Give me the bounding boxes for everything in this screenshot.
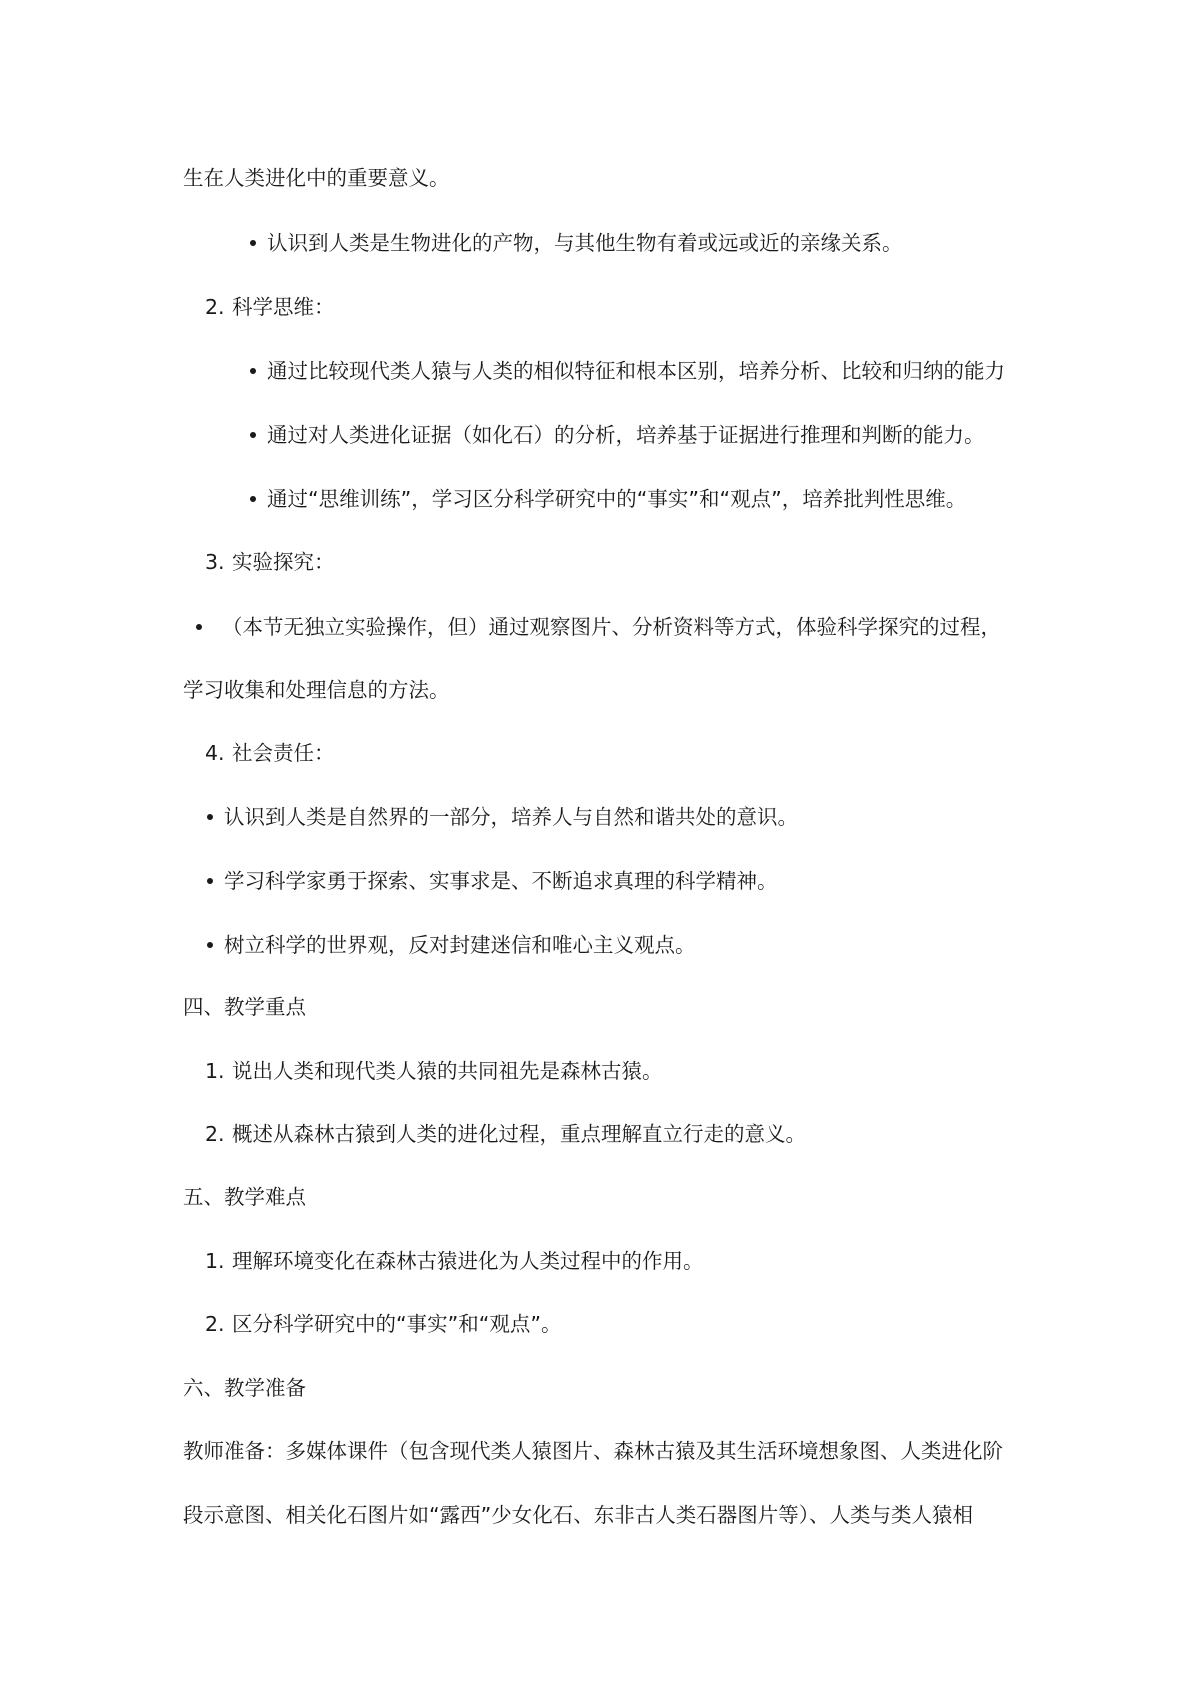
heading-key-points: 四、教学重点 <box>183 995 306 1019</box>
heading-preparation: 六、教学准备 <box>183 1376 306 1400</box>
key-point-number: 1. <box>205 1059 225 1083</box>
difficulty-number: 2. <box>205 1312 225 1336</box>
section2-item-3: 通过“思维训练”，学习区分科学研究中的“事实”和“观点”，培养批判性思维。 <box>267 487 967 511</box>
difficulty-text: 理解环境变化在森林古猿进化为人类过程中的作用。 <box>232 1249 704 1273</box>
bullet-icon <box>207 814 213 820</box>
section4-item-3: 树立科学的世界观，反对封建迷信和唯心主义观点。 <box>224 933 696 957</box>
section4-number: 4. <box>205 741 225 765</box>
key-point-text: 说出人类和现代类人猿的共同祖先是森林古猿。 <box>232 1059 663 1083</box>
intro-bullet-text: 认识到人类是生物进化的产物，与其他生物有着或远或近的亲缘关系。 <box>267 231 903 255</box>
bullet-icon <box>250 368 256 374</box>
section4-item-2: 学习科学家勇于探索、实事求是、不断追求真理的科学精神。 <box>224 869 778 893</box>
section2-number: 2. <box>205 295 225 319</box>
section3-number: 3. <box>205 550 225 574</box>
section2-item-1: 通过比较现代类人猿与人类的相似特征和根本区别，培养分析、比较和归纳的能力 <box>267 359 1005 383</box>
difficulty-number: 1. <box>205 1249 225 1273</box>
section4-item-1: 认识到人类是自然界的一部分，培养人与自然和谐共处的意识。 <box>224 805 798 829</box>
preparation-line-1: 教师准备：多媒体课件（包含现代类人猿图片、森林古猿及其生活环境想象图、人类进化阶 <box>183 1439 1003 1463</box>
bullet-icon <box>250 432 256 438</box>
key-point-number: 2. <box>205 1122 225 1146</box>
bullet-icon <box>196 624 202 630</box>
heading-difficulties: 五、教学难点 <box>183 1185 306 1209</box>
section3-title: 实验探究： <box>232 550 335 574</box>
difficulty-text: 区分科学研究中的“事实”和“观点”。 <box>232 1312 562 1336</box>
bullet-icon <box>250 240 256 246</box>
section4-title: 社会责任： <box>232 741 335 765</box>
bullet-icon <box>207 942 213 948</box>
section3-item-line1: （本节无独立实验操作，但）通过观察图片、分析资料等方式，体验科学探究的过程， <box>222 615 1001 639</box>
intro-continuation: 生在人类进化中的重要意义。 <box>183 166 450 190</box>
section2-title: 科学思维： <box>232 295 335 319</box>
section2-item-2: 通过对人类进化证据（如化石）的分析，培养基于证据进行推理和判断的能力。 <box>267 423 985 447</box>
key-point-text: 概述从森林古猿到人类的进化过程，重点理解直立行走的意义。 <box>232 1122 806 1146</box>
bullet-icon <box>207 878 213 884</box>
bullet-icon <box>250 496 256 502</box>
preparation-line-2: 段示意图、相关化石图片如“露西”少女化石、东非古人类石器图片等）、人类与类人猿相 <box>183 1503 973 1527</box>
section3-item-line2: 学习收集和处理信息的方法。 <box>183 678 450 702</box>
